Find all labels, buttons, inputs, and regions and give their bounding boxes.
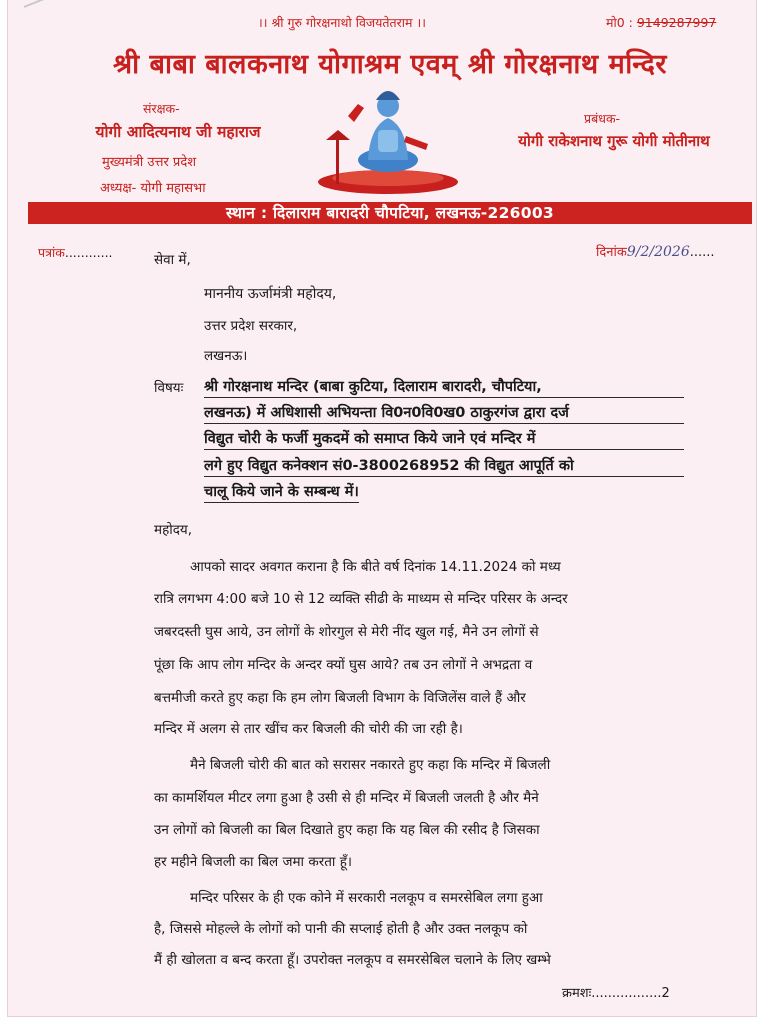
subject-label: विषयः xyxy=(154,380,184,396)
yogi-emblem-icon xyxy=(318,78,468,198)
pen-mark xyxy=(24,0,69,8)
paragraph-line: मन्दिर परिसर के ही एक कोने में सरकारी नलकूप व समरसेबिल लगा हुआ xyxy=(190,890,543,906)
subject-line: लखनऊ) में अधिशासी अभियन्ता वि0न0वि0ख0 ठाकुरगंज द्वारा दर्ज xyxy=(204,402,684,424)
manager-label: प्रबंधक- xyxy=(584,111,621,126)
mobile-contact xyxy=(606,14,716,31)
seva-mein: सेवा में, xyxy=(154,252,191,268)
invocation: ।। श्री गुरु गोरक्षनाथो विजयतेतराम ।। xyxy=(258,15,426,30)
paragraph-line: उन लोगों को बिजली का बिल दिखाते हुए कहा कि यह बिल की रसीद है जिसका xyxy=(154,822,540,838)
reference-no xyxy=(38,244,113,261)
patron-label: संरक्षक- xyxy=(143,101,180,116)
paragraph-line: मन्दिर में अलग से तार खींच कर बिजली की चोरी की जा रही है। xyxy=(154,721,463,737)
paragraph-line: रात्रि लगभग 4:00 बजे 10 से 12 व्यक्ति सीढी के माध्यम से मन्दिर परिसर के अन्दर xyxy=(154,591,568,607)
reference-label: पत्रांक xyxy=(38,245,65,260)
addressee-line: उत्तर प्रदेश सरकार, xyxy=(204,318,298,334)
date-value: 9/2/2026 xyxy=(626,244,690,260)
salutation: महोदय, xyxy=(154,522,193,538)
paragraph-line: आपको सादर अवगत कराना है कि बीते वर्ष दिनांक 14.11.2024 को मध्य xyxy=(190,559,561,575)
mobile-label: मो0 : xyxy=(606,15,633,30)
patron-name: योगी आदित्यनाथ जी महाराज xyxy=(95,123,261,141)
address-bar: स्थान : दिलाराम बारादरी चौपटिया, लखनऊ-226003 xyxy=(28,202,752,224)
subject-line: चालू किये जाने के सम्बन्ध में। xyxy=(204,481,359,503)
date-label: दिनांक xyxy=(596,245,627,260)
subject-line: विद्युत चोरी के फर्जी मुकदमें को समाप्त किये जाने एवं मन्दिर में xyxy=(204,428,684,450)
patron-role-cm: मुख्यमंत्री उत्तर प्रदेश xyxy=(102,155,197,170)
paragraph-line: बत्तमीजी करते हुए कहा कि हम लोग बिजली विभाग के विजिलेंस वाले हैं और xyxy=(154,690,526,706)
paragraph-line: मैने बिजली चोरी की बात को सरासर नकारते हुए कहा कि मन्दिर में बिजली xyxy=(190,757,551,773)
letter-page xyxy=(8,0,756,1016)
subject-line: श्री गोरक्षनाथ मन्दिर (बाबा कुटिया, दिलाराम बारादरी, चौपटिया, xyxy=(204,376,684,398)
addressee-line: माननीय ऊर्जामंत्री महोदय, xyxy=(204,286,337,302)
org-title: श्री बाबा बालकनाथ योगाश्रम एवम् श्री गोरक्षनाथ मन्दिर xyxy=(113,49,667,80)
paragraph-line: हर महीने बिजली का बिल जमा करता हूँ। xyxy=(154,854,353,870)
paragraph-line: है, जिससे मोहल्ले के लोगों को पानी की सप्लाई होती है और उक्त नलकूप को xyxy=(154,921,528,937)
paragraph-line: पूंछा कि आप लोग मन्दिर के अन्दर क्यों घुस आये? तब उन लोगों ने अभद्रता व xyxy=(154,657,533,673)
continued-marker: क्रमशः.................2 xyxy=(562,986,670,1001)
date-dots: ...... xyxy=(689,245,715,260)
reference-dots: ............ xyxy=(64,245,113,260)
patron-role-president: अध्यक्ष- योगी महासभा xyxy=(100,181,206,196)
letter-date xyxy=(596,242,715,260)
paragraph-line: जबरदस्ती घुस आये, उन लोगों के शोरगुल से मेरी नींद खुल गई, मैने उन लोगों से xyxy=(154,624,539,640)
paragraph-line: मैं ही खोलता व बन्द करता हूँ। उपरोक्त नलकूप व समरसेबिल चलाने के लिए खम्भे xyxy=(154,952,551,968)
addressee-line: लखनऊ। xyxy=(204,348,248,364)
paragraph-line: का कामर्शियल मीटर लगा हुआ है उसी से ही मन्दिर में बिजली जलती है और मैने xyxy=(154,790,539,806)
mobile-number: 9149287997 xyxy=(636,15,717,30)
subject-line: लगे हुए विद्युत कनेक्शन सं0-3800268952 की विद्युत आपूर्ति को xyxy=(204,455,684,477)
manager-name: योगी राकेशनाथ गुरू योगी मोतीनाथ xyxy=(518,132,710,150)
